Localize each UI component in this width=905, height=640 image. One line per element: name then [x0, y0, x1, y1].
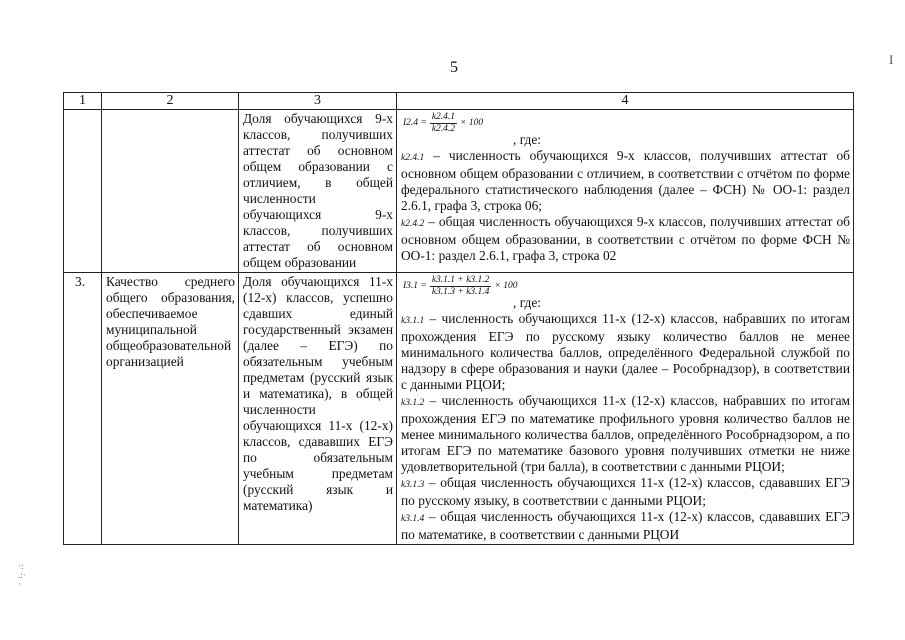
- definition-text: – общая численность обучающихся 11-х (12-х) классов, сдававших ЕГЭ по русскому языку, в соответствии с данными РЦОИ;: [401, 475, 850, 508]
- row2-name-cell: Качество среднего общего образования, обеспечиваемое муниципальной общеобразовательной организацией: [102, 273, 239, 545]
- header-col-1: 1: [64, 93, 102, 110]
- definition-variable: k2.4.1: [401, 153, 425, 163]
- definition-variable: k3.1.2: [401, 398, 425, 408]
- header-col-2: 2: [102, 93, 239, 110]
- row2-number-cell: 3.: [64, 273, 102, 545]
- definition-variable: k3.1.4: [401, 514, 425, 524]
- definition-text: – общая численность обучающихся 11-х (12-х) классов, сдававших ЕГЭ по математике, в соответствии с данными РЦОИ: [401, 509, 850, 542]
- formula-multiplier: × 100: [460, 118, 484, 128]
- formula-lhs: I3.1 =: [403, 281, 427, 291]
- definition-variable: k3.1.1: [401, 316, 425, 326]
- definition-text: – численность обучающихся 11-х (12-х) классов, набравших по итогам прохождения ЕГЭ по математике профильного уровня количество баллов не менее минимального количества баллов, определённого Рособрнадзором, а по итогам ЕГЭ по математике базового уровня получивших отметки не ниже удовлетворительной (три балла), в соответствии с данными РЦОИ;: [401, 393, 851, 474]
- definition-variable: k2.4.2: [401, 219, 425, 229]
- row2-method-cell: [397, 273, 854, 545]
- formula-where: , где:: [513, 295, 541, 310]
- definition: [401, 214, 850, 264]
- table-row: [64, 110, 854, 273]
- formula-multiplier: × 100: [494, 281, 518, 291]
- definition: [401, 311, 850, 393]
- definition: [401, 393, 850, 475]
- header-col-3: 3: [239, 93, 397, 110]
- definition: [401, 148, 850, 214]
- definition: [401, 475, 850, 509]
- header-col-4: 4: [397, 93, 854, 110]
- edge-mark: I: [889, 52, 894, 67]
- row1-method-cell: [397, 110, 854, 273]
- row1-indicator-cell: Доля обучающихся 9-х классов, получивших аттестат об основном общем образовании с отличием, в общей численности обучающихся 9-х классов, получивших аттестат об основном общем образовании: [239, 110, 397, 273]
- formula-numerator: k2.4.1: [431, 112, 456, 122]
- row1-name-cell: [102, 110, 239, 273]
- formula-lhs: I2.4 =: [403, 118, 427, 128]
- definition-text: – общая численность обучающихся 9-х классов, получивших аттестат об основном общем образовании, в соответствии с отчётом по форме ФСН № ОО-1: раздел 2.6.1, графа 3, строка 02: [401, 214, 850, 263]
- page-number: 5: [450, 59, 458, 76]
- formula-denominator: k3.1.3 + k3.1.4: [431, 287, 490, 297]
- definition-text: – численность обучающихся 11-х (12-х) классов, набравших по итогам прохождения ЕГЭ по русскому языку количество баллов не менее минимального количества баллов, определённого Федеральной службой по надзору в сфере образования и науки (далее – Рособрнадзор), в соответствии с данными РЦОИ;: [401, 311, 851, 392]
- margin-scribble: ·: .:· ·: [18, 561, 26, 589]
- formula-fraction: [430, 112, 457, 135]
- indicator-table: [63, 92, 854, 545]
- definition: [401, 509, 850, 543]
- row1-number-cell: [64, 110, 102, 273]
- definition-variable: k3.1.3: [401, 480, 425, 490]
- header-row: [64, 93, 854, 110]
- formula-numerator: k3.1.1 + k3.1.2: [431, 275, 490, 285]
- row2-indicator-cell: Доля обучающихся 11-х (12-х) классов, успешно сдавших единый государственный экзамен (далее – ЕГЭ) по обязательным учебным предметам (русский язык и математика), в общей численности обучающихся 11-х (12-х) классов, сдававших ЕГЭ по обязательным учебным предметам (русский язык и математика): [239, 273, 397, 545]
- formula-where: , где:: [513, 132, 541, 147]
- table-row: [64, 273, 854, 545]
- formula-denominator: k2.4.2: [431, 124, 456, 134]
- formula-fraction: [430, 275, 492, 298]
- definition-text: – численность обучающихся 9-х классов, получивших аттестат об основном общем образовании с отличием, в соответствии с отчётом по форме федерального статистического наблюдения (далее – ФСН) № ОО-1: раздел 2.6.1, графа 3, строка 06;: [401, 148, 850, 213]
